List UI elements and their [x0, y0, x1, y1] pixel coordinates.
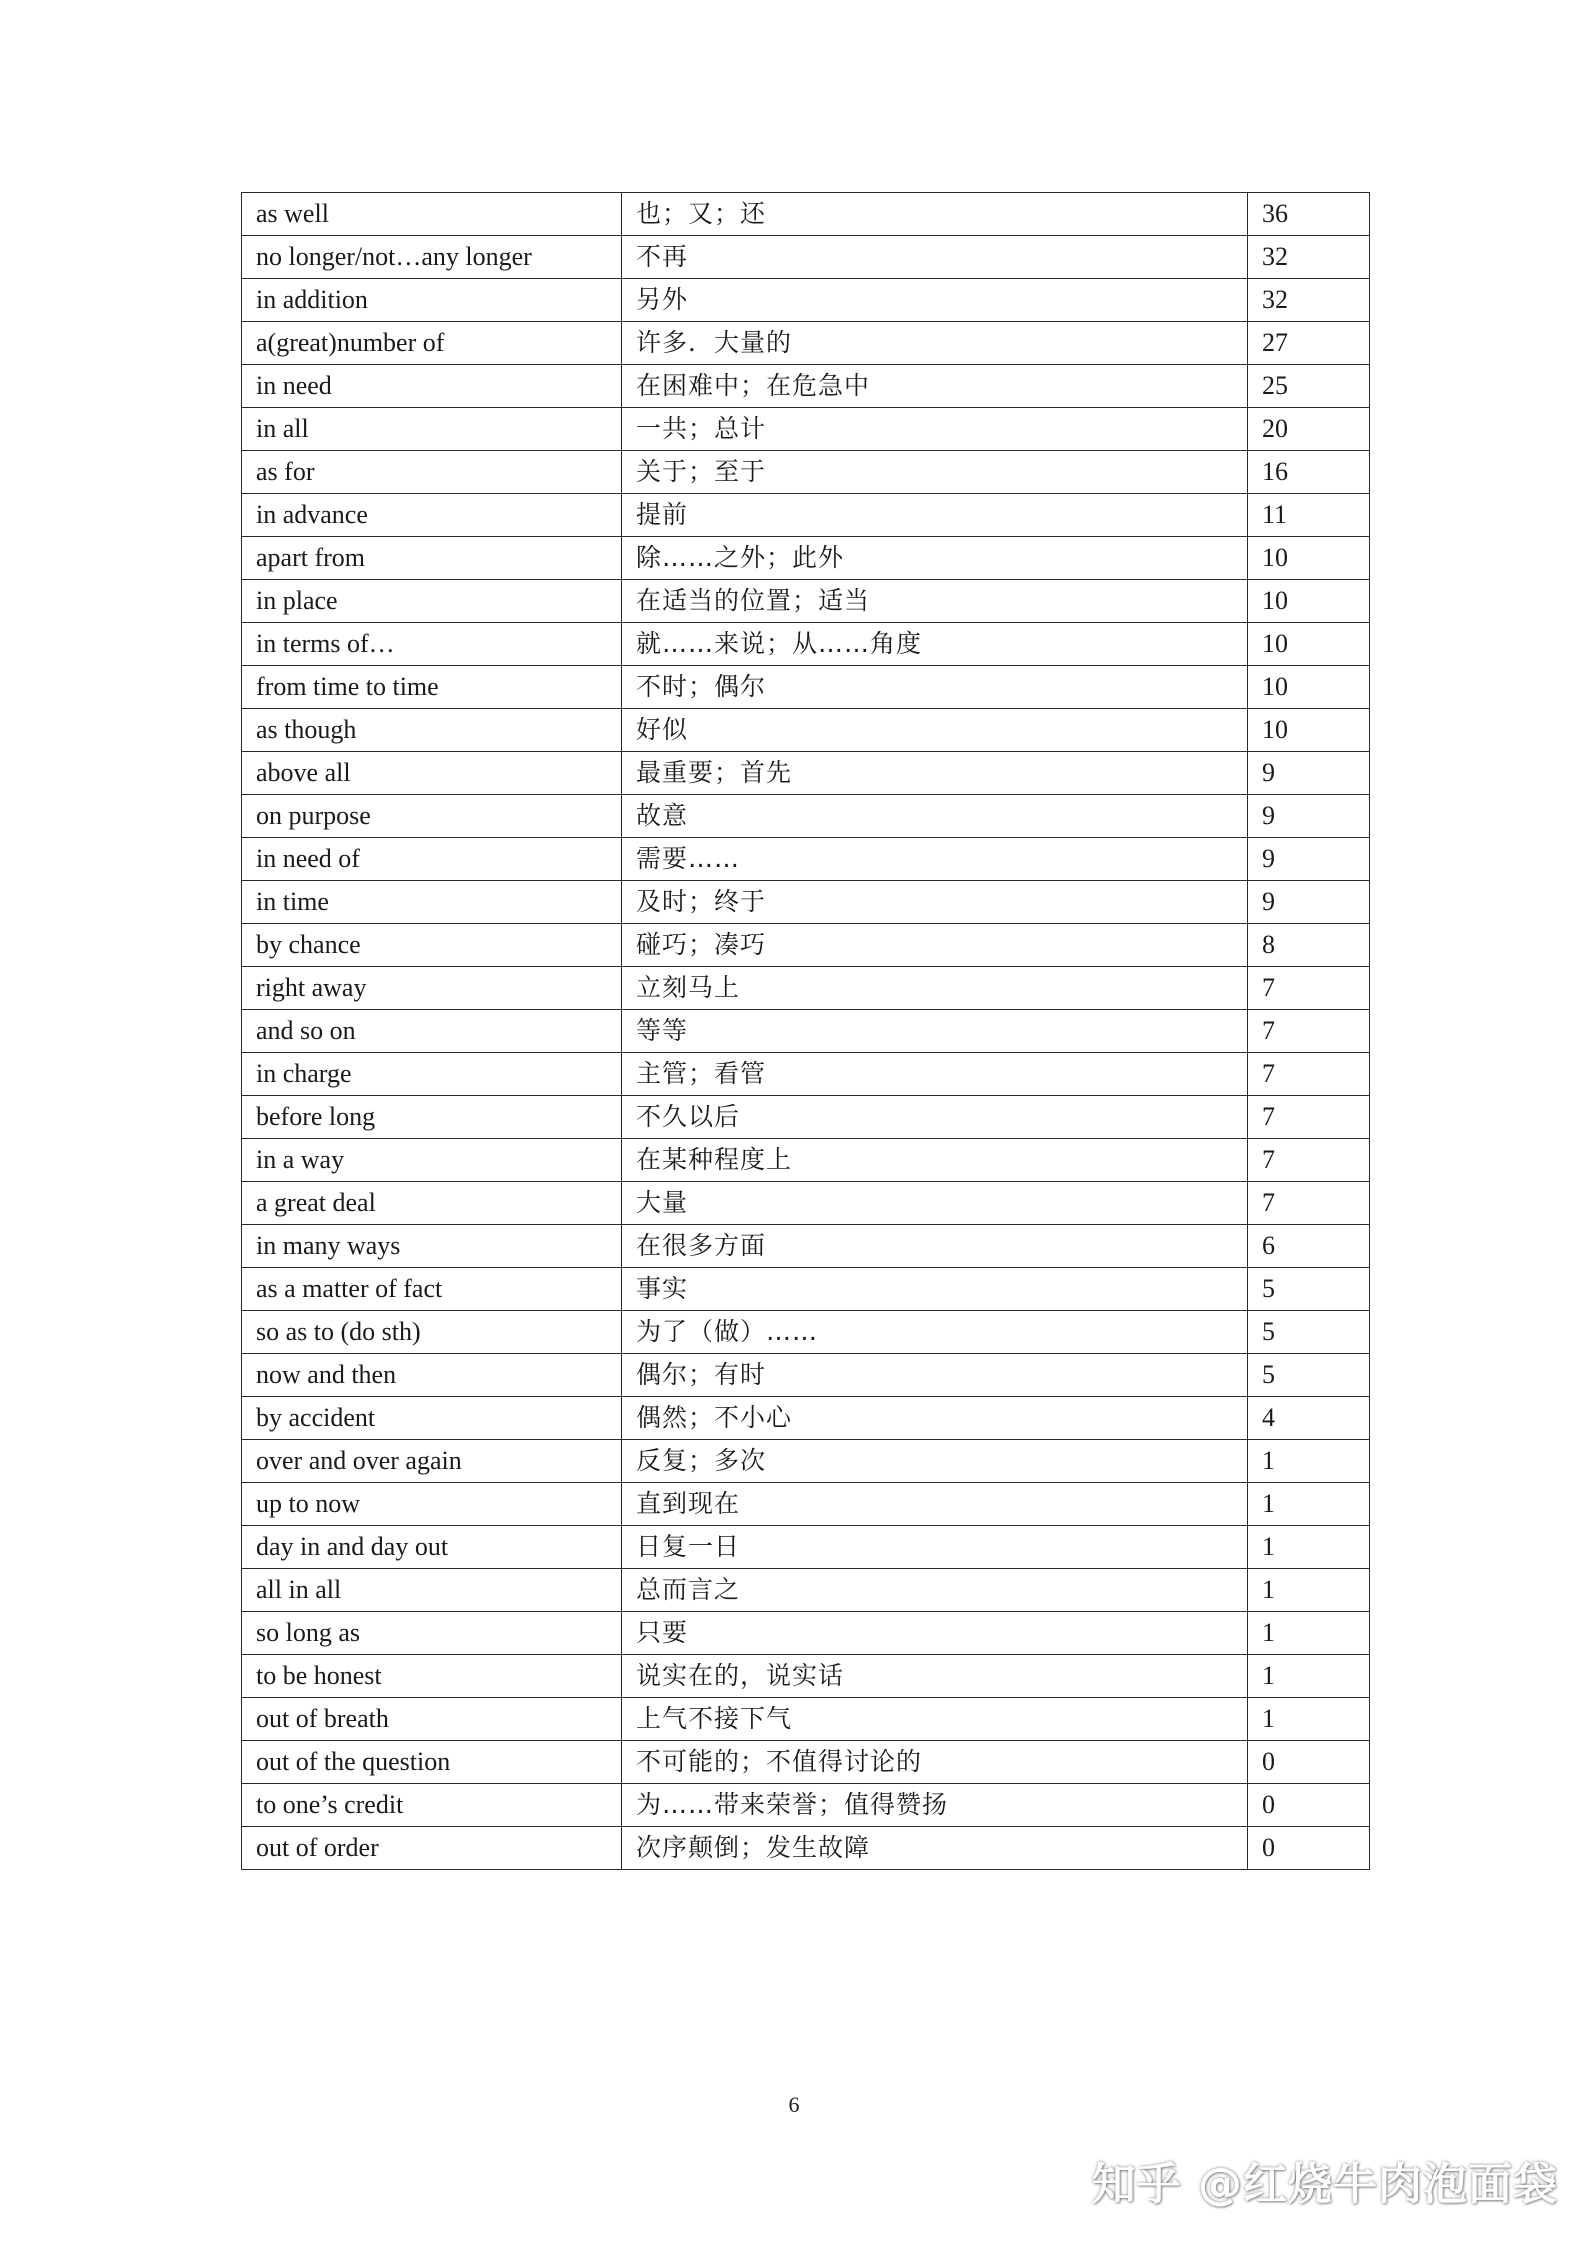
meaning-cell: 在很多方面 — [622, 1225, 1248, 1268]
count-cell: 5 — [1248, 1354, 1370, 1397]
table-row — [242, 1354, 1370, 1397]
phrase-cell: in need — [242, 365, 622, 408]
table-row — [242, 1698, 1370, 1741]
meaning-cell: 好似 — [622, 709, 1248, 752]
phrase-cell: from time to time — [242, 666, 622, 709]
phrase-cell: in need of — [242, 838, 622, 881]
count-cell: 25 — [1248, 365, 1370, 408]
meaning-cell: 反复；多次 — [622, 1440, 1248, 1483]
count-cell: 7 — [1248, 1096, 1370, 1139]
meaning-cell: 立刻马上 — [622, 967, 1248, 1010]
table-row — [242, 322, 1370, 365]
count-cell: 10 — [1248, 537, 1370, 580]
count-cell: 1 — [1248, 1440, 1370, 1483]
phrase-cell: as for — [242, 451, 622, 494]
meaning-cell: 也；又；还 — [622, 193, 1248, 236]
phrase-cell: in advance — [242, 494, 622, 537]
count-cell: 10 — [1248, 709, 1370, 752]
count-cell: 1 — [1248, 1655, 1370, 1698]
phrase-cell: in terms of… — [242, 623, 622, 666]
table-row — [242, 365, 1370, 408]
table-row — [242, 1096, 1370, 1139]
table-row — [242, 236, 1370, 279]
table-row — [242, 1784, 1370, 1827]
count-cell: 1 — [1248, 1612, 1370, 1655]
meaning-cell: 需要…… — [622, 838, 1248, 881]
count-cell: 7 — [1248, 1182, 1370, 1225]
count-cell: 7 — [1248, 1053, 1370, 1096]
table-row — [242, 193, 1370, 236]
table-row — [242, 1827, 1370, 1870]
meaning-cell: 不再 — [622, 236, 1248, 279]
count-cell: 27 — [1248, 322, 1370, 365]
count-cell: 6 — [1248, 1225, 1370, 1268]
phrase-cell: up to now — [242, 1483, 622, 1526]
meaning-cell: 上气不接下气 — [622, 1698, 1248, 1741]
count-cell: 1 — [1248, 1698, 1370, 1741]
meaning-cell: 偶然；不小心 — [622, 1397, 1248, 1440]
count-cell: 0 — [1248, 1741, 1370, 1784]
table-row — [242, 1139, 1370, 1182]
phrase-cell: all in all — [242, 1569, 622, 1612]
phrase-cell: no longer/not…any longer — [242, 236, 622, 279]
phrase-cell: in place — [242, 580, 622, 623]
meaning-cell: 日复一日 — [622, 1526, 1248, 1569]
meaning-cell: 除……之外；此外 — [622, 537, 1248, 580]
count-cell: 9 — [1248, 881, 1370, 924]
count-cell: 32 — [1248, 236, 1370, 279]
table-row — [242, 752, 1370, 795]
phrase-cell: in many ways — [242, 1225, 622, 1268]
count-cell: 9 — [1248, 838, 1370, 881]
count-cell: 9 — [1248, 752, 1370, 795]
table-row — [242, 795, 1370, 838]
meaning-cell: 及时；终于 — [622, 881, 1248, 924]
count-cell: 10 — [1248, 623, 1370, 666]
meaning-cell: 在某种程度上 — [622, 1139, 1248, 1182]
count-cell: 10 — [1248, 666, 1370, 709]
table-row — [242, 1053, 1370, 1096]
table-row — [242, 1612, 1370, 1655]
count-cell: 16 — [1248, 451, 1370, 494]
phrase-cell: in a way — [242, 1139, 622, 1182]
count-cell: 0 — [1248, 1827, 1370, 1870]
table-row — [242, 623, 1370, 666]
table-row — [242, 408, 1370, 451]
table-row — [242, 666, 1370, 709]
page-number: 6 — [788, 2092, 800, 2117]
table-row — [242, 1225, 1370, 1268]
table-row — [242, 1311, 1370, 1354]
count-cell: 10 — [1248, 580, 1370, 623]
meaning-cell: 等等 — [622, 1010, 1248, 1053]
count-cell: 4 — [1248, 1397, 1370, 1440]
count-cell: 11 — [1248, 494, 1370, 537]
meaning-cell: 大量 — [622, 1182, 1248, 1225]
meaning-cell: 次序颠倒；发生故障 — [622, 1827, 1248, 1870]
phrase-cell: in all — [242, 408, 622, 451]
count-cell: 1 — [1248, 1569, 1370, 1612]
phrase-cell: to one’s credit — [242, 1784, 622, 1827]
table-row — [242, 1182, 1370, 1225]
count-cell: 5 — [1248, 1311, 1370, 1354]
count-cell: 7 — [1248, 967, 1370, 1010]
meaning-cell: 一共；总计 — [622, 408, 1248, 451]
table-row — [242, 1483, 1370, 1526]
meaning-cell: 许多．大量的 — [622, 322, 1248, 365]
phrase-cell: in charge — [242, 1053, 622, 1096]
meaning-cell: 另外 — [622, 279, 1248, 322]
phrase-cell: out of order — [242, 1827, 622, 1870]
meaning-cell: 不可能的；不值得讨论的 — [622, 1741, 1248, 1784]
phrase-cell: so long as — [242, 1612, 622, 1655]
meaning-cell: 提前 — [622, 494, 1248, 537]
phrase-cell: as well — [242, 193, 622, 236]
table-row — [242, 1526, 1370, 1569]
table-row — [242, 838, 1370, 881]
phrase-cell: so as to (do sth) — [242, 1311, 622, 1354]
phrase-cell: above all — [242, 752, 622, 795]
phrase-cell: as though — [242, 709, 622, 752]
table-row — [242, 1268, 1370, 1311]
table-row — [242, 967, 1370, 1010]
table-row — [242, 580, 1370, 623]
table-row — [242, 1569, 1370, 1612]
count-cell: 8 — [1248, 924, 1370, 967]
meaning-cell: 为了（做）…… — [622, 1311, 1248, 1354]
meaning-cell: 最重要；首先 — [622, 752, 1248, 795]
meaning-cell: 不久以后 — [622, 1096, 1248, 1139]
count-cell: 1 — [1248, 1526, 1370, 1569]
table-row — [242, 1655, 1370, 1698]
phrase-cell: right away — [242, 967, 622, 1010]
phrase-cell: in time — [242, 881, 622, 924]
phrase-cell: out of breath — [242, 1698, 622, 1741]
phrase-cell: before long — [242, 1096, 622, 1139]
count-cell: 7 — [1248, 1010, 1370, 1053]
phrase-frequency-table — [241, 192, 1370, 1870]
count-cell: 20 — [1248, 408, 1370, 451]
phrase-cell: a great deal — [242, 1182, 622, 1225]
phrase-cell: a(great)number of — [242, 322, 622, 365]
phrase-cell: as a matter of fact — [242, 1268, 622, 1311]
count-cell: 5 — [1248, 1268, 1370, 1311]
table-row — [242, 881, 1370, 924]
meaning-cell: 总而言之 — [622, 1569, 1248, 1612]
table-row — [242, 1440, 1370, 1483]
count-cell: 1 — [1248, 1483, 1370, 1526]
meaning-cell: 主管；看管 — [622, 1053, 1248, 1096]
meaning-cell: 偶尔；有时 — [622, 1354, 1248, 1397]
table-row — [242, 1010, 1370, 1053]
table-row — [242, 924, 1370, 967]
phrase-cell: out of the question — [242, 1741, 622, 1784]
table-row — [242, 1397, 1370, 1440]
phrase-cell: on purpose — [242, 795, 622, 838]
phrase-cell: to be honest — [242, 1655, 622, 1698]
watermark-text: 知乎 @红烧牛肉泡面袋 — [1091, 2159, 1558, 2210]
table-row — [242, 709, 1370, 752]
count-cell: 0 — [1248, 1784, 1370, 1827]
meaning-cell: 事实 — [622, 1268, 1248, 1311]
phrase-cell: day in and day out — [242, 1526, 622, 1569]
meaning-cell: 在适当的位置；适当 — [622, 580, 1248, 623]
phrase-cell: by chance — [242, 924, 622, 967]
phrase-cell: now and then — [242, 1354, 622, 1397]
table-row — [242, 494, 1370, 537]
meaning-cell: 不时；偶尔 — [622, 666, 1248, 709]
table-row — [242, 279, 1370, 322]
meaning-cell: 关于；至于 — [622, 451, 1248, 494]
phrase-cell: apart from — [242, 537, 622, 580]
meaning-cell: 说实在的，说实话 — [622, 1655, 1248, 1698]
table-row — [242, 451, 1370, 494]
phrase-cell: by accident — [242, 1397, 622, 1440]
table-row — [242, 537, 1370, 580]
count-cell: 9 — [1248, 795, 1370, 838]
table-body — [242, 193, 1370, 1870]
phrase-cell: and so on — [242, 1010, 622, 1053]
meaning-cell: 就……来说；从……角度 — [622, 623, 1248, 666]
phrase-cell: in addition — [242, 279, 622, 322]
meaning-cell: 为……带来荣誉；值得赞扬 — [622, 1784, 1248, 1827]
count-cell: 32 — [1248, 279, 1370, 322]
phrase-cell: over and over again — [242, 1440, 622, 1483]
meaning-cell: 只要 — [622, 1612, 1248, 1655]
meaning-cell: 碰巧；凑巧 — [622, 924, 1248, 967]
meaning-cell: 故意 — [622, 795, 1248, 838]
count-cell: 7 — [1248, 1139, 1370, 1182]
meaning-cell: 在困难中；在危急中 — [622, 365, 1248, 408]
count-cell: 36 — [1248, 193, 1370, 236]
meaning-cell: 直到现在 — [622, 1483, 1248, 1526]
table-row — [242, 1741, 1370, 1784]
